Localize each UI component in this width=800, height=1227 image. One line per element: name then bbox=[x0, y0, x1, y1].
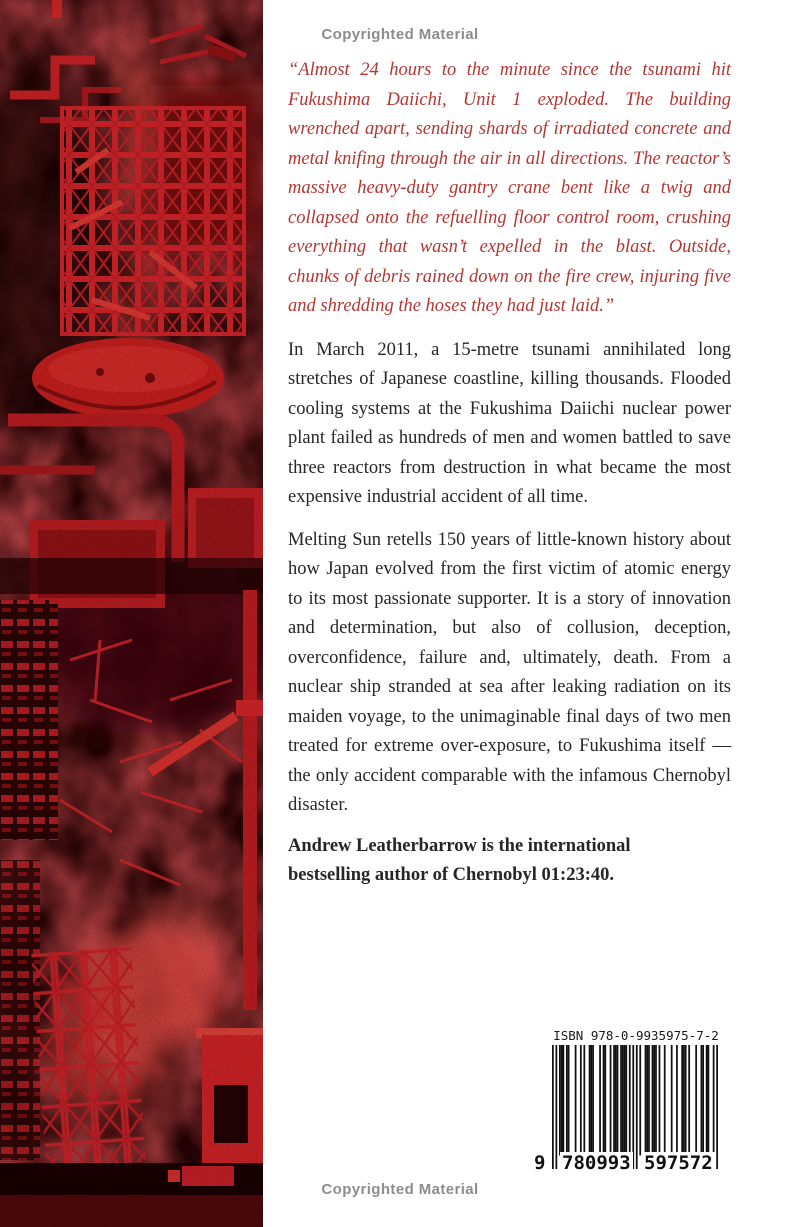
cover-photo bbox=[0, 0, 263, 1227]
isbn-number: ISBN 978-0-9935975-7-2 bbox=[553, 1028, 719, 1043]
isbn-barcode bbox=[528, 1022, 780, 1184]
wreckage-photo-illustration bbox=[0, 0, 263, 1227]
barcode-digit-group: 597572 bbox=[644, 1152, 713, 1174]
back-cover-text-column bbox=[288, 56, 731, 904]
synopsis-paragraph-2: Melting Sun retells 150 years of little-known history about how Japan evolved from the first victim of atomic energy to its most passionate supporter. It is a story of innovation and determination, but also of collusion, deception, overconfidence, failure and, ultimately, death. From a nuclear ship stranded at sea after leaking radiation on its maiden voyage, to the unimaginable final days of two men treated for extreme over-exposure, to Fukushima itself — the only accident comparable with the infamous Chernobyl disaster. bbox=[288, 529, 731, 815]
barcode-digit-group: 780993 bbox=[562, 1152, 631, 1174]
copyright-banner-bottom: Copyrighted Material bbox=[321, 1181, 479, 1198]
synopsis-paragraph-1: In March 2011, a 15-metre tsunami annihilated long stretches of Japanese coastline, killing thousands. Flooded cooling systems at the Fukushima Daiichi nuclear power plant failed as hundreds of men and women battled to save three reactors from destruction in what became the most expensive industrial accident of all time. bbox=[288, 339, 731, 507]
barcode-bars bbox=[552, 1045, 718, 1169]
copyright-banner-top: Copyrighted Material bbox=[321, 26, 479, 43]
pull-quote: “Almost 24 hours to the minute since the tsunami hit Fukushima Daiichi, Unit 1 exploded. The building wrenched apart, sending shards of irradiated concrete and metal knifing through the air in all directions. The reactor’s massive heavy-duty gantry crane bent like a twig and collapsed onto the refuelling floor control room, crushing everything that wasn’t expelled in the blast. Outside, chunks of debris rained down on the fire crew, injuring five and shredding the hoses they had just laid.” bbox=[288, 60, 731, 316]
barcode-digit-group: 9 bbox=[534, 1152, 546, 1174]
author-note: Andrew Leatherbarrow is the international bestselling author of Chernobyl 01:23:40. bbox=[288, 835, 631, 885]
